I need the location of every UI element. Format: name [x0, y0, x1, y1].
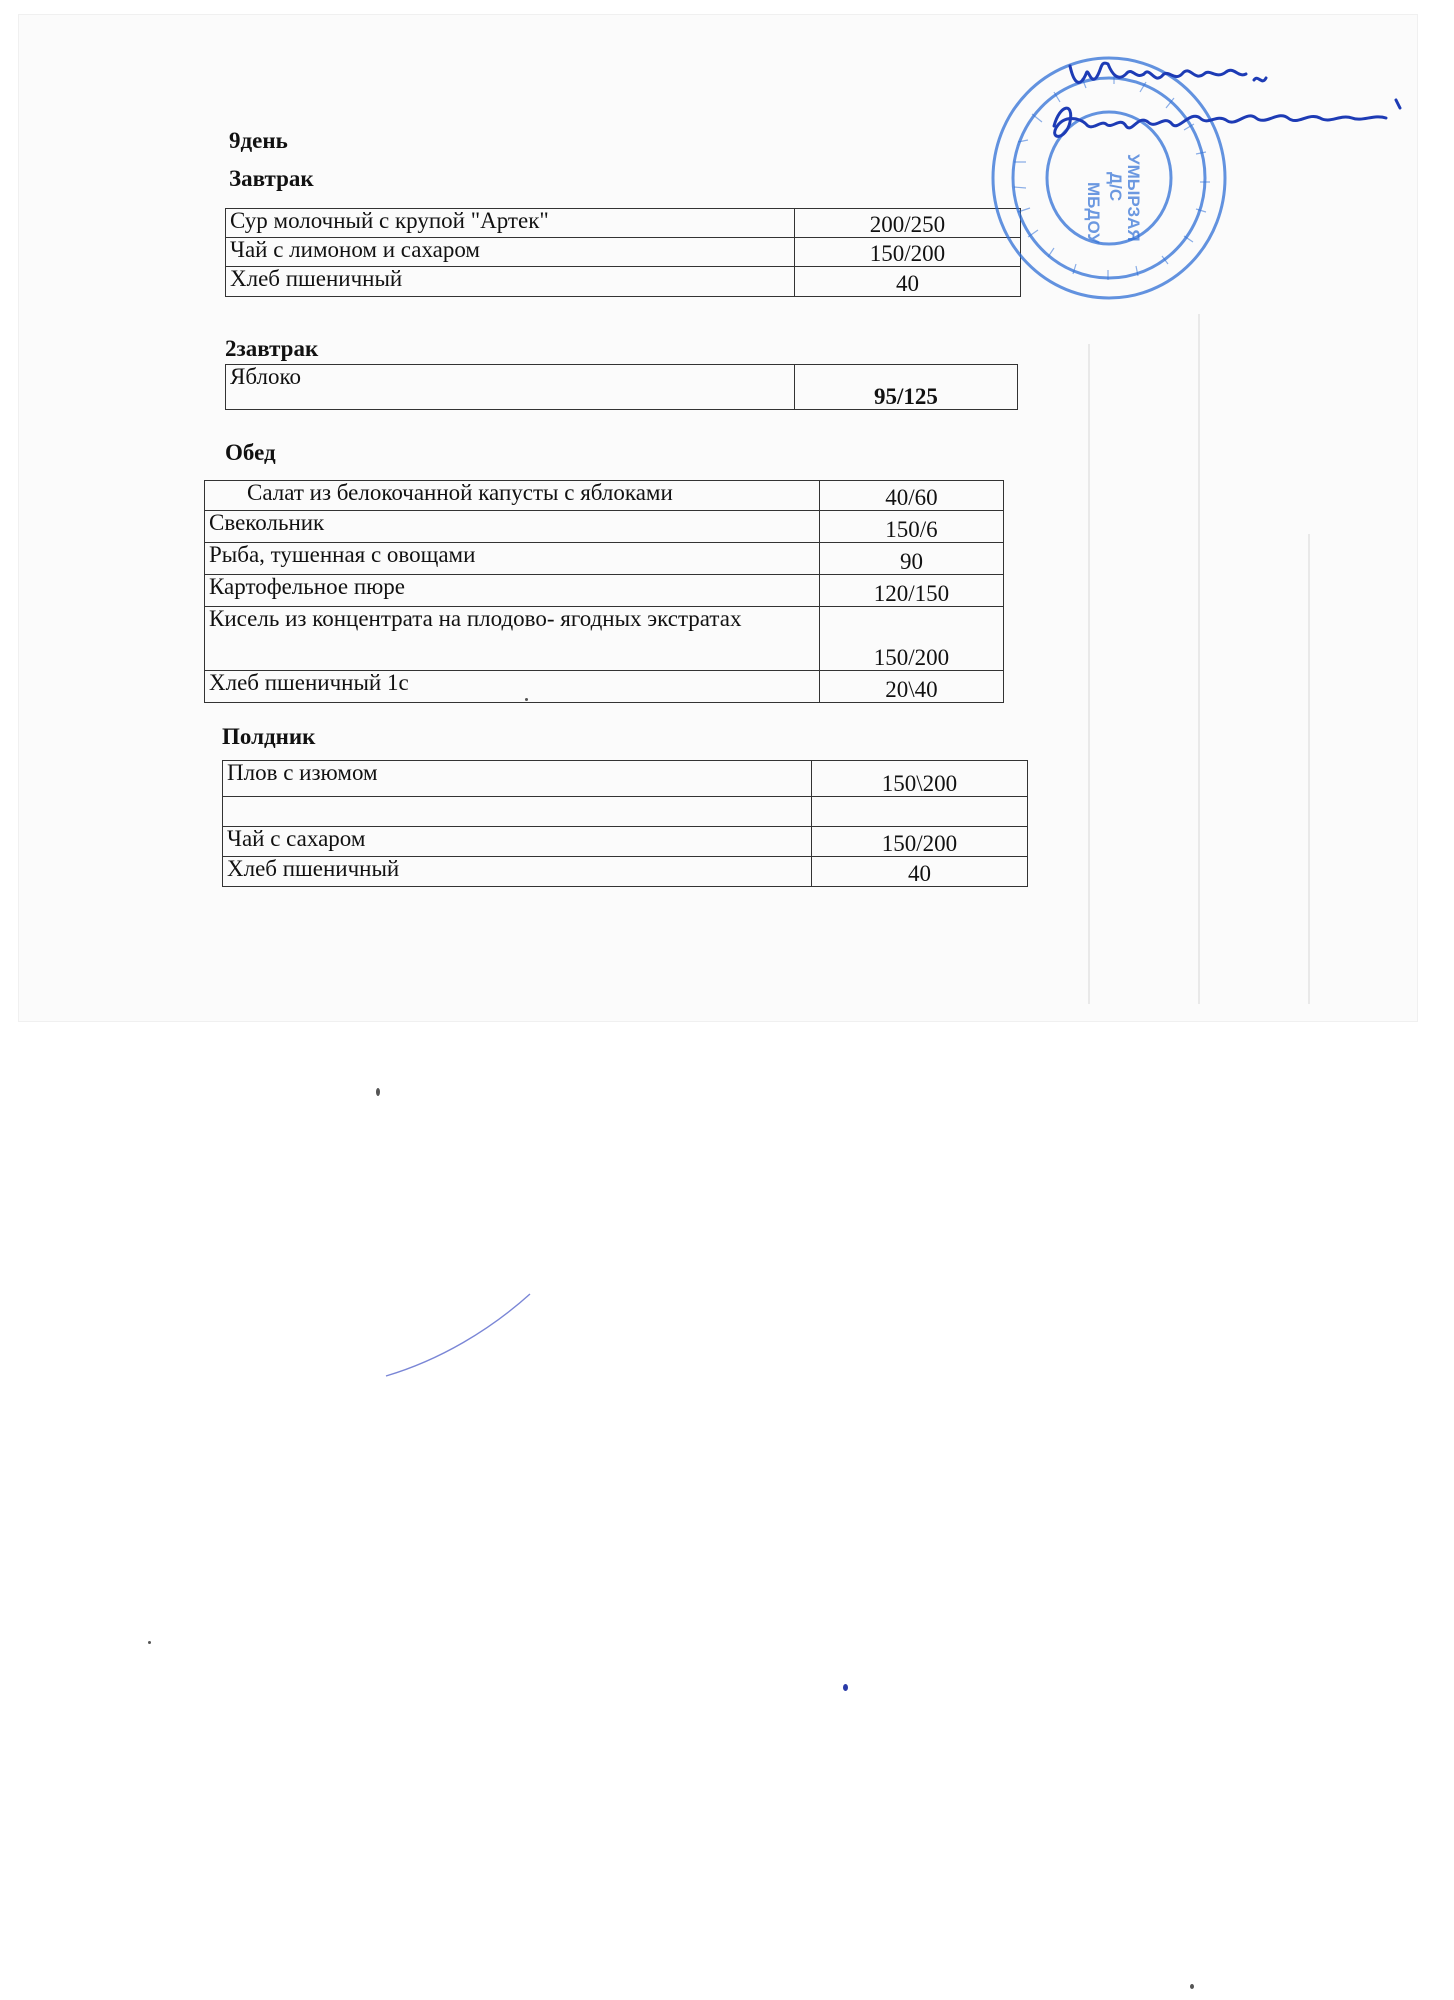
portion-cell: 40 [795, 267, 1021, 297]
svg-text:МБДОУ: МБДОУ [1084, 182, 1103, 244]
portion-cell: 150/6 [820, 511, 1004, 543]
dish-cell: Чай с сахаром [223, 827, 812, 857]
table-row [223, 761, 1028, 797]
table-row [205, 607, 1004, 671]
dish-cell: Салат из белокочанной капусты с яблоками [205, 481, 820, 511]
table-row [205, 543, 1004, 575]
dish-cell: Хлеб пшеничный [223, 857, 812, 887]
dish-cell [223, 797, 812, 827]
dish-cell: Чай с лимоном и сахаром [226, 238, 795, 267]
table-row [226, 365, 1018, 410]
table-row [223, 797, 1028, 827]
table-row [223, 857, 1028, 887]
portion-cell: 150/200 [795, 238, 1021, 267]
portion-cell: 150\200 [812, 761, 1028, 797]
second-breakfast-table [225, 364, 1018, 410]
portion-cell: 95/125 [795, 365, 1018, 410]
svg-text:Д/С: Д/С [1106, 172, 1125, 202]
bleed-through-line [1088, 344, 1090, 1004]
portion-cell: 200/250 [795, 209, 1021, 238]
table-row [226, 238, 1021, 267]
dish-cell: Хлеб пшеничный [226, 267, 795, 297]
dish-cell: Картофельное пюре [205, 575, 820, 607]
portion-cell [812, 797, 1028, 827]
speck [843, 1684, 848, 1691]
table-row [205, 511, 1004, 543]
speck [1190, 1984, 1194, 1989]
portion-cell: 120/150 [820, 575, 1004, 607]
stray-pen-stroke [380, 1290, 540, 1380]
speck [148, 1641, 151, 1644]
lunch-table [204, 480, 1004, 703]
table-row [223, 827, 1028, 857]
bleed-through-line [1198, 314, 1200, 1004]
table-row [205, 671, 1004, 703]
speck [376, 1088, 380, 1096]
portion-cell: 40 [812, 857, 1028, 887]
portion-cell: 40/60 [820, 481, 1004, 511]
dish-cell: Хлеб пшеничный 1с [205, 671, 820, 703]
table-row [226, 267, 1021, 297]
table-row [205, 575, 1004, 607]
portion-cell: 20\40 [820, 671, 1004, 703]
portion-cell: 150/200 [820, 607, 1004, 671]
breakfast-table [225, 208, 1021, 297]
dish-cell: Сур молочный с крупой "Артек" [226, 209, 795, 238]
day-title: 9день [229, 128, 288, 153]
dish-cell: Яблоко [226, 365, 795, 410]
table-row [205, 481, 1004, 511]
table-row [226, 209, 1021, 238]
dish-cell: Рыба, тушенная с овощами [205, 543, 820, 575]
meal-title-lunch: Обед [225, 440, 276, 465]
portion-cell: 150/200 [812, 827, 1028, 857]
handwritten-signature [1040, 44, 1420, 154]
speck [525, 698, 528, 701]
dish-cell: Свекольник [205, 511, 820, 543]
meal-title-second-breakfast: 2завтрак [225, 336, 319, 361]
dish-cell: Кисель из концентрата на плодово- ягодных экстратах [205, 607, 820, 671]
svg-text:УМЫРЗАЯ: УМЫРЗАЯ [1124, 154, 1143, 242]
bleed-through-line [1308, 534, 1310, 1004]
afternoon-snack-table [222, 760, 1028, 887]
meal-title-breakfast: Завтрак [229, 166, 314, 191]
portion-cell: 90 [820, 543, 1004, 575]
dish-cell: Плов с изюмом [223, 761, 812, 797]
meal-title-afternoon-snack: Полдник [222, 724, 316, 749]
